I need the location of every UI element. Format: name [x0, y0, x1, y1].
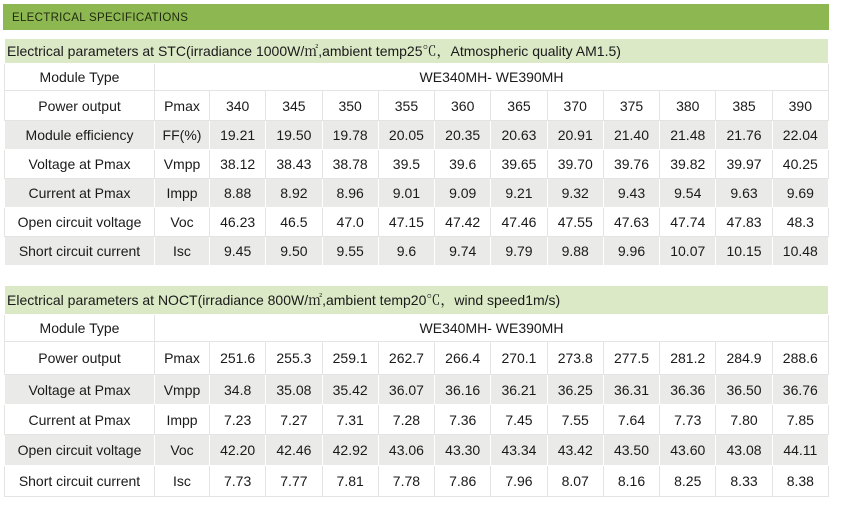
value-cell: 9.63	[716, 179, 772, 208]
value-cell: 8.25	[660, 466, 716, 497]
table-title: Electrical parameters at NOCT(irradiance 800W/㎡,ambient temp20℃，wind speed1m/s)	[5, 286, 829, 315]
row-label: Current at Pmax	[5, 179, 155, 208]
value-cell: 288.6	[772, 342, 828, 375]
value-cell: 21.76	[716, 121, 772, 150]
noct-table	[4, 285, 829, 497]
value-cell: 10.48	[772, 237, 828, 266]
value-cell: 20.05	[378, 121, 434, 150]
value-cell: 36.07	[378, 375, 434, 405]
value-cell: 36.25	[547, 375, 603, 405]
value-cell: 7.80	[716, 405, 772, 435]
table-title-row	[5, 39, 829, 64]
value-cell: 38.78	[322, 150, 378, 179]
value-cell: 7.73	[660, 405, 716, 435]
table-row	[5, 91, 829, 121]
value-cell: 7.96	[491, 466, 547, 497]
value-cell: 9.69	[772, 179, 828, 208]
value-cell: 7.77	[266, 466, 322, 497]
value-cell: 251.6	[210, 342, 266, 375]
value-cell: 9.45	[210, 237, 266, 266]
row-symbol: Vmpp	[155, 150, 210, 179]
value-cell: 9.01	[378, 179, 434, 208]
value-cell: 43.60	[660, 435, 716, 466]
value-cell: 375	[603, 91, 659, 121]
row-label: Current at Pmax	[5, 405, 155, 435]
value-cell: 43.50	[603, 435, 659, 466]
value-cell: 9.6	[378, 237, 434, 266]
value-cell: 38.12	[210, 150, 266, 179]
table-title: Electrical parameters at STC(irradiance 1000W/㎡,ambient temp25℃，Atmospheric quality AM1.5)	[5, 39, 829, 64]
module-type-value: WE340MH- WE390MH	[155, 64, 829, 91]
row-symbol: Impp	[155, 405, 210, 435]
table-row	[5, 179, 829, 208]
value-cell: 8.88	[210, 179, 266, 208]
value-cell: 44.11	[772, 435, 828, 466]
value-cell: 365	[491, 91, 547, 121]
value-cell: 22.04	[772, 121, 828, 150]
value-cell: 7.81	[322, 466, 378, 497]
value-cell: 8.33	[716, 466, 772, 497]
table-row	[5, 208, 829, 237]
table-row	[5, 435, 829, 466]
row-label: Power output	[5, 91, 155, 121]
value-cell: 36.31	[603, 375, 659, 405]
value-cell: 9.32	[547, 179, 603, 208]
table-title-row	[5, 286, 829, 315]
module-type-row	[5, 64, 829, 91]
value-cell: 345	[266, 91, 322, 121]
value-cell: 42.46	[266, 435, 322, 466]
table-row	[5, 375, 829, 405]
value-cell: 46.5	[266, 208, 322, 237]
value-cell: 355	[378, 91, 434, 121]
value-cell: 39.76	[603, 150, 659, 179]
value-cell: 7.27	[266, 405, 322, 435]
value-cell: 39.97	[716, 150, 772, 179]
value-cell: 47.15	[378, 208, 434, 237]
value-cell: 7.28	[378, 405, 434, 435]
value-cell: 43.34	[491, 435, 547, 466]
value-cell: 19.21	[210, 121, 266, 150]
row-symbol: Voc	[155, 208, 210, 237]
value-cell: 35.42	[322, 375, 378, 405]
value-cell: 8.96	[322, 179, 378, 208]
value-cell: 266.4	[435, 342, 491, 375]
value-cell: 270.1	[491, 342, 547, 375]
value-cell: 21.48	[660, 121, 716, 150]
value-cell: 47.46	[491, 208, 547, 237]
value-cell: 7.23	[210, 405, 266, 435]
value-cell: 47.83	[716, 208, 772, 237]
row-symbol: Isc	[155, 237, 210, 266]
row-label: Module efficiency	[5, 121, 155, 150]
value-cell: 39.82	[660, 150, 716, 179]
value-cell: 259.1	[322, 342, 378, 375]
value-cell: 35.08	[266, 375, 322, 405]
value-cell: 7.36	[435, 405, 491, 435]
value-cell: 43.08	[716, 435, 772, 466]
value-cell: 262.7	[378, 342, 434, 375]
value-cell: 277.5	[603, 342, 659, 375]
value-cell: 9.54	[660, 179, 716, 208]
value-cell: 8.92	[266, 179, 322, 208]
value-cell: 43.42	[547, 435, 603, 466]
value-cell: 350	[322, 91, 378, 121]
value-cell: 380	[660, 91, 716, 121]
row-symbol: Vmpp	[155, 375, 210, 405]
module-type-label: Module Type	[5, 64, 155, 91]
value-cell: 47.63	[603, 208, 659, 237]
section-banner: ELECTRICAL SPECIFICATIONS	[3, 4, 829, 30]
value-cell: 281.2	[660, 342, 716, 375]
value-cell: 7.73	[210, 466, 266, 497]
row-symbol: Pmax	[155, 342, 210, 375]
value-cell: 370	[547, 91, 603, 121]
value-cell: 43.06	[378, 435, 434, 466]
table-row	[5, 466, 829, 497]
value-cell: 47.0	[322, 208, 378, 237]
value-cell: 47.42	[435, 208, 491, 237]
table-row	[5, 121, 829, 150]
value-cell: 20.63	[491, 121, 547, 150]
row-symbol: Pmax	[155, 91, 210, 121]
value-cell: 9.21	[491, 179, 547, 208]
row-symbol: Voc	[155, 435, 210, 466]
value-cell: 9.09	[435, 179, 491, 208]
value-cell: 9.55	[322, 237, 378, 266]
value-cell: 360	[435, 91, 491, 121]
value-cell: 8.16	[603, 466, 659, 497]
table-row	[5, 405, 829, 435]
value-cell: 39.5	[378, 150, 434, 179]
value-cell: 255.3	[266, 342, 322, 375]
value-cell: 340	[210, 91, 266, 121]
value-cell: 36.50	[716, 375, 772, 405]
value-cell: 7.31	[322, 405, 378, 435]
table-row	[5, 150, 829, 179]
value-cell: 38.43	[266, 150, 322, 179]
value-cell: 9.50	[266, 237, 322, 266]
value-cell: 42.92	[322, 435, 378, 466]
value-cell: 36.16	[435, 375, 491, 405]
value-cell: 43.30	[435, 435, 491, 466]
row-label: Voltage at Pmax	[5, 375, 155, 405]
value-cell: 47.74	[660, 208, 716, 237]
value-cell: 8.07	[547, 466, 603, 497]
value-cell: 7.45	[491, 405, 547, 435]
value-cell: 7.86	[435, 466, 491, 497]
row-label: Voltage at Pmax	[5, 150, 155, 179]
value-cell: 34.8	[210, 375, 266, 405]
value-cell: 46.23	[210, 208, 266, 237]
module-type-value: WE340MH- WE390MH	[155, 315, 829, 342]
value-cell: 19.78	[322, 121, 378, 150]
value-cell: 9.96	[603, 237, 659, 266]
value-cell: 8.38	[772, 466, 828, 497]
row-label: Short circuit current	[5, 237, 155, 266]
value-cell: 21.40	[603, 121, 659, 150]
value-cell: 10.07	[660, 237, 716, 266]
table-row	[5, 342, 829, 375]
module-type-label: Module Type	[5, 315, 155, 342]
table-row	[5, 237, 829, 266]
value-cell: 390	[772, 91, 828, 121]
value-cell: 284.9	[716, 342, 772, 375]
row-symbol: Impp	[155, 179, 210, 208]
value-cell: 9.74	[435, 237, 491, 266]
value-cell: 7.55	[547, 405, 603, 435]
row-label: Open circuit voltage	[5, 435, 155, 466]
value-cell: 7.85	[772, 405, 828, 435]
value-cell: 36.76	[772, 375, 828, 405]
value-cell: 10.15	[716, 237, 772, 266]
value-cell: 7.64	[603, 405, 659, 435]
value-cell: 9.88	[547, 237, 603, 266]
row-label: Power output	[5, 342, 155, 375]
value-cell: 9.79	[491, 237, 547, 266]
value-cell: 20.35	[435, 121, 491, 150]
module-type-row	[5, 315, 829, 342]
value-cell: 39.6	[435, 150, 491, 179]
value-cell: 385	[716, 91, 772, 121]
value-cell: 48.3	[772, 208, 828, 237]
value-cell: 36.21	[491, 375, 547, 405]
value-cell: 47.55	[547, 208, 603, 237]
value-cell: 42.20	[210, 435, 266, 466]
value-cell: 39.65	[491, 150, 547, 179]
row-symbol: Isc	[155, 466, 210, 497]
row-label: Open circuit voltage	[5, 208, 155, 237]
value-cell: 273.8	[547, 342, 603, 375]
value-cell: 20.91	[547, 121, 603, 150]
stc-table	[4, 38, 829, 266]
value-cell: 40.25	[772, 150, 828, 179]
row-label: Short circuit current	[5, 466, 155, 497]
value-cell: 7.78	[378, 466, 434, 497]
value-cell: 9.43	[603, 179, 659, 208]
value-cell: 39.70	[547, 150, 603, 179]
value-cell: 36.36	[660, 375, 716, 405]
row-symbol: FF(%)	[155, 121, 210, 150]
value-cell: 19.50	[266, 121, 322, 150]
